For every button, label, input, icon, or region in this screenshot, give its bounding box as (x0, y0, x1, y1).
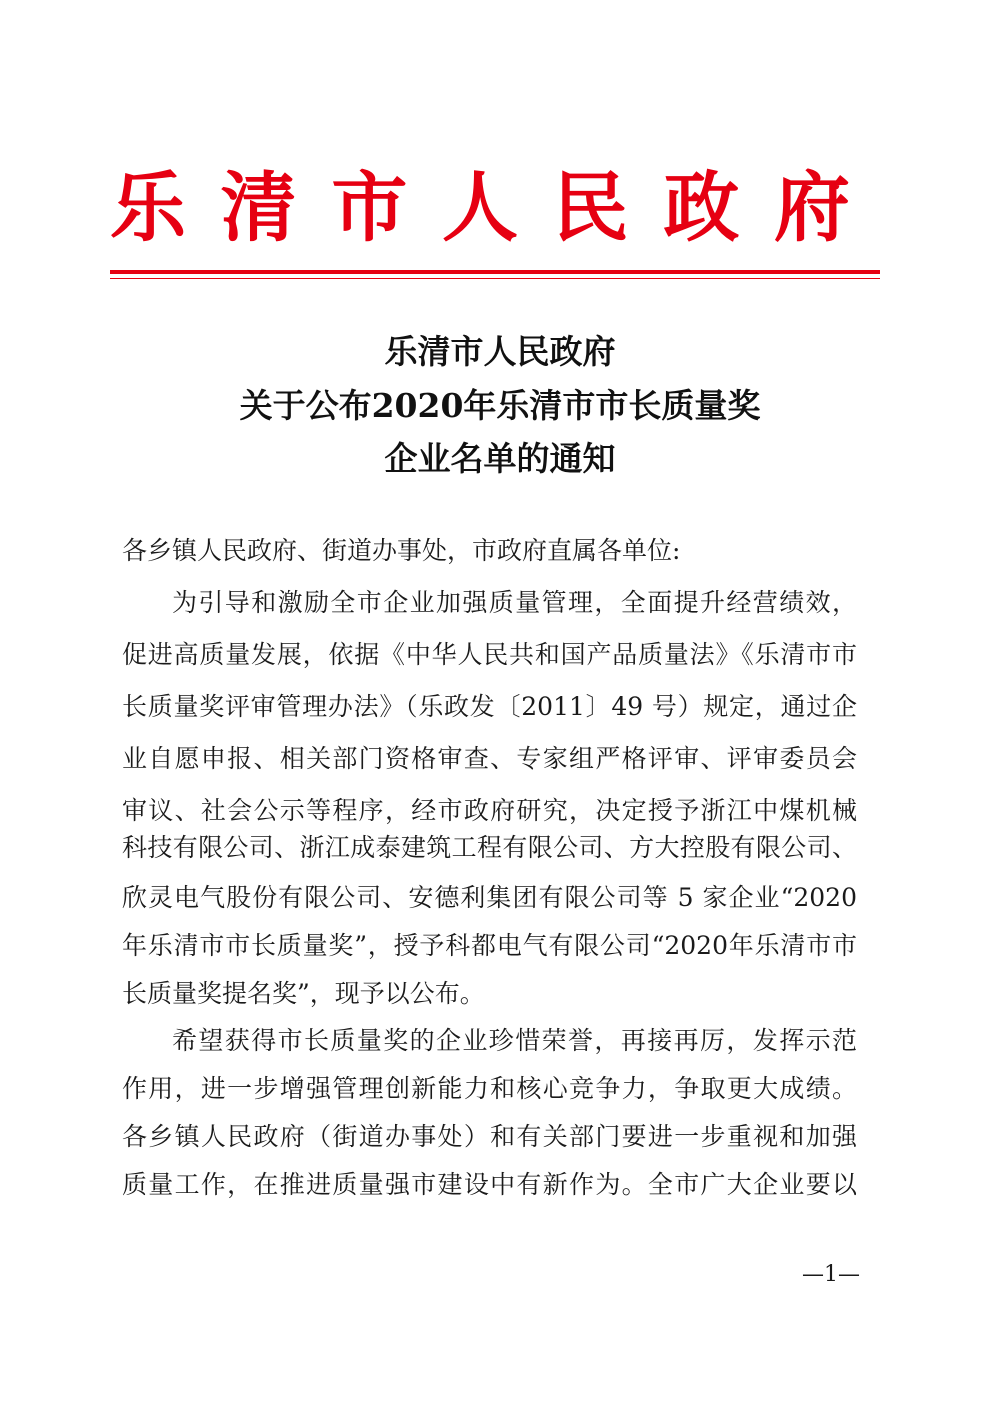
paragraph-2-line: 质量工作，在推进质量强市建设中有新作为。全市广大企业要以 (122, 1170, 857, 1199)
red-header-rule-thick (110, 270, 880, 274)
salutation: 各乡镇人民政府、街道办事处，市政府直属各单位: (122, 536, 681, 565)
document-title-line-3: 企业名单的通知 (384, 439, 616, 478)
paragraph-1-line: 促进高质量发展，依据《中华人民共和国产品质量法》《乐清市市 (122, 640, 857, 669)
paragraph-1-line: 长质量奖评审管理办法》（乐政发〔2011〕49 号）规定，通过企 (122, 692, 857, 721)
paragraph-1-line: 业自愿申报、相关部门资格审查、专家组严格评审、评审委员会 (122, 744, 857, 773)
issuer-masthead: 乐清市人民政府 (110, 163, 880, 252)
paragraph-1-line: 科技有限公司、浙江成泰建筑工程有限公司、方大控股有限公司、 (122, 833, 857, 862)
paragraph-2-line: 各乡镇人民政府（街道办事处）和有关部门要进一步重视和加强 (122, 1122, 857, 1151)
paragraph-1-line: 审议、社会公示等程序，经市政府研究，决定授予浙江中煤机械 (122, 796, 857, 825)
document-title-line-2: 关于公布2020年乐清市市长质量奖 (239, 386, 761, 425)
paragraph-1-line: 欣灵电气股份有限公司、安德利集团有限公司等 5 家企业“2020 (122, 883, 857, 912)
page-number: —1— (802, 1262, 860, 1287)
red-header-rule-thin (110, 278, 880, 279)
paragraph-1-line: 长质量奖提名奖”，现予以公布。 (122, 979, 485, 1008)
paragraph-1-line: 年乐清市市长质量奖”，授予科都电气有限公司“2020年乐清市市 (122, 931, 857, 960)
document-title-line-1: 乐清市人民政府 (384, 332, 616, 371)
paragraph-2-line: 作用，进一步增强管理创新能力和核心竞争力，争取更大成绩。 (122, 1074, 857, 1103)
paragraph-2-line: 希望获得市长质量奖的企业珍惜荣誉，再接再厉，发挥示范 (172, 1026, 857, 1055)
paragraph-1-line: 为引导和激励全市企业加强质量管理，全面提升经营绩效， (172, 588, 857, 617)
